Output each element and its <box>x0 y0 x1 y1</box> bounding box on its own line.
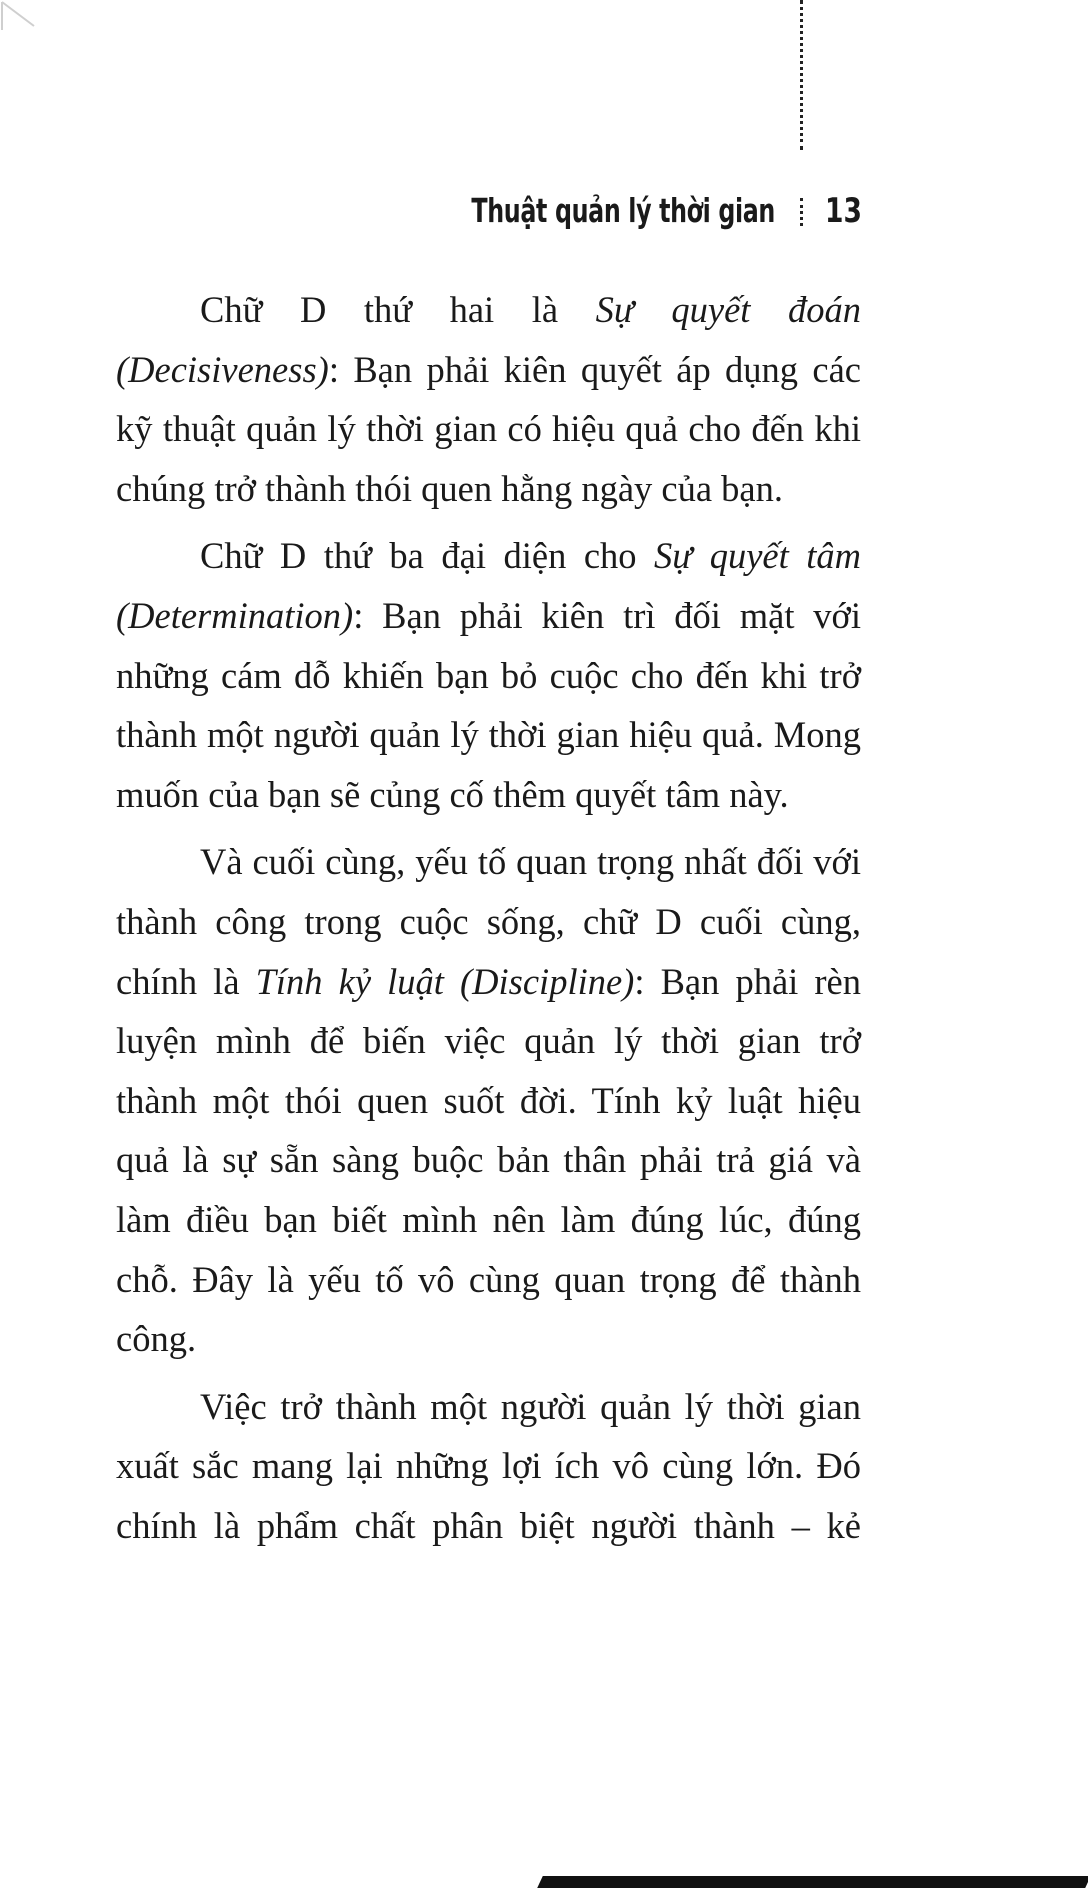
page-number: 13 <box>825 191 862 231</box>
running-head-title: Thuật quản lý thời gian <box>471 191 775 230</box>
paragraph-benefits: Việc trở thành một người quản lý thời gian xuất sắc mang lại những lợi ích vô cùng lớn. Đó chính là phẩm chất phân biệt người thành – kẻ <box>116 1385 861 1546</box>
header-dotted-separator <box>800 198 803 226</box>
header-dotted-rule-top <box>800 0 803 150</box>
paragraph-discipline: Và cuối cùng, yếu tố quan trọng nhất đối với thành công trong cuộc sống, chữ D cuối cùng, chính là Tính kỷ luật (Discipline): Bạn phải rèn luyện mình để biến việc quản lý thời gian trở thành một thói quen suốt đời. Tính kỷ luật hiệu quả là sự sẵn sàng buộc bản thân phải trả giá và làm điều bạn biết mình nên làm đúng lúc, đúng chỗ. Đây là yếu tố vô cùng quan trọng để thành công. <box>116 841 861 1360</box>
term-discipline: Tính kỷ luật (Discipline) <box>255 960 635 1002</box>
body-text <box>116 280 861 1563</box>
term-determination: Sự quyết tâm (Determination) <box>116 535 861 636</box>
page-bottom-edge <box>537 1876 1088 1888</box>
page-corner-mark <box>0 0 40 40</box>
paragraph-determination: Chữ D thứ ba đại diện cho Sự quyết tâm (Determination): Bạn phải kiên trì đối mặt với những cám dỗ khiến bạn bỏ cuộc cho đến khi trở thành một người quản lý thời gian hiệu quả. Mong muốn của bạn sẽ củng cố thêm quyết tâm này. <box>116 535 861 815</box>
term-decisiveness: Sự quyết đoán (Decisiveness) <box>116 289 862 390</box>
paragraph-decisiveness: Chữ D thứ hai là Sự quyết đoán (Decisiveness): Bạn phải kiên quyết áp dụng các kỹ thuật quản lý thời gian có hiệu quả cho đến khi chúng trở thành thói quen hằng ngày của bạn. <box>116 289 862 509</box>
